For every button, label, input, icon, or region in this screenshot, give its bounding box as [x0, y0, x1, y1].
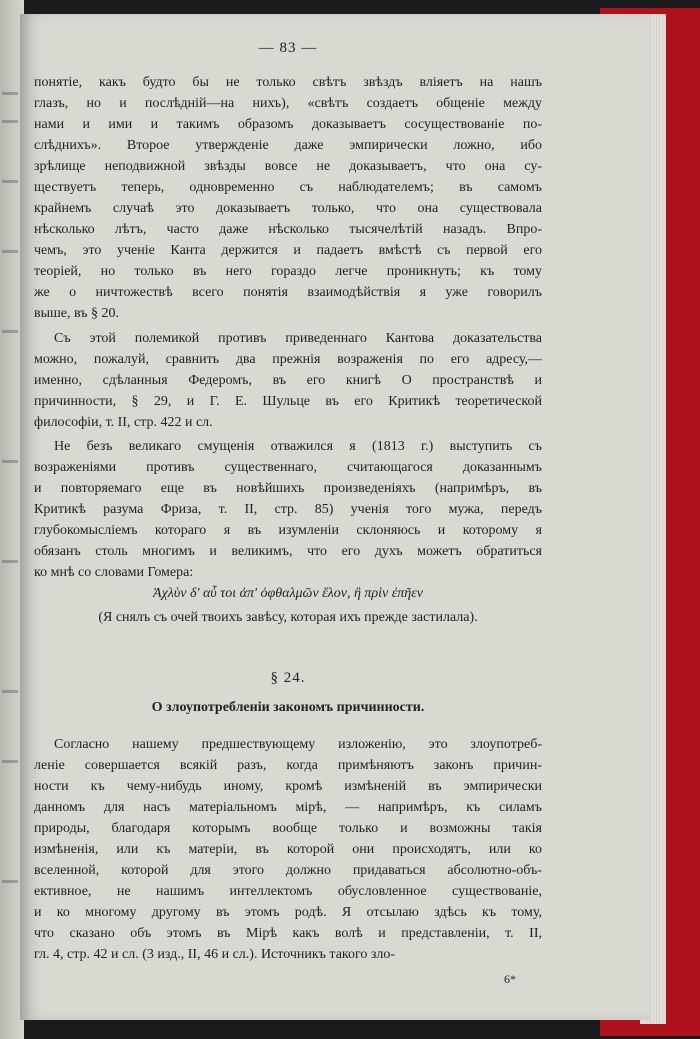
text-line: обязанъ столь многимъ и великимъ, что его духъ можетъ обратиться — [34, 544, 542, 559]
text-line: выше, въ § 20. — [34, 306, 120, 321]
text-line: крайнемъ случаѣ это доказываетъ только, что она существовала — [34, 201, 542, 216]
text-line: ности къ чему-нибудь иному, кромѣ измѣненій въ эмпирически — [34, 779, 542, 794]
signature-mark: 6* — [504, 972, 516, 986]
quote-translation: (Я снялъ съ очей твоихъ завѣсу, которая ихъ прежде застилала). — [98, 610, 478, 625]
text-line: Согласно нашему предшествующему изложенію, это злоупотреб- — [54, 737, 542, 752]
text-line: глазъ, но и послѣдній—на нихъ), «свѣтъ создаетъ общеніе между — [34, 96, 542, 111]
text-line: вселенной, которой для этого должно придаваться абсолютно-объ- — [34, 863, 542, 878]
text-line: данномъ для насъ матеріальномъ мірѣ, — напримѣръ, къ силамъ — [34, 800, 542, 815]
text-line: теоріей, но только въ него гораздо легче проникнуть; къ тому — [34, 264, 542, 279]
paragraph-3 — [34, 436, 542, 583]
text-line: ективное, не нашимъ интеллектомъ обусловленное существованіе, — [34, 884, 542, 899]
text-line: ществуетъ теперь, одновременно съ наблюдателемъ; въ самомъ — [34, 180, 542, 195]
text-line: и повторяемаго еще въ новѣйшихъ произведеніяхъ (напримѣръ, въ — [34, 481, 542, 496]
section-title: О злоупотребленіи закономъ причинности. — [151, 700, 425, 715]
text-line: измѣненія, или къ матеріи, въ которой они происходятъ, или ко — [34, 842, 542, 857]
text-line: Критикѣ разума Фриза, т. II, стр. 85) ученія того мужа, передъ — [34, 502, 542, 517]
text-line: природы, благодаря которымъ вообще только и возможны такія — [34, 821, 542, 836]
text-line: леніе совершается всякій разъ, когда примѣняютъ законъ причин- — [34, 758, 542, 773]
text-line: нами и ими и такимъ образомъ доказываетъ сосуществованіе по- — [34, 117, 542, 132]
text-line: нѣсколько лѣтъ, часто даже нѣсколько тысячелѣтій назадъ. Впро- — [34, 222, 542, 237]
text-line: Не безъ великаго смущенія отважился я (1813 г.) выступить съ — [54, 439, 542, 454]
text-line: слѣднихъ». Второе утвержденіе даже эмпирически ложно, ибо — [34, 138, 542, 153]
text-line: ко мнѣ со словами Гомера: — [34, 565, 194, 580]
text-line: зрѣлище неподвижной звѣзды вовсе не доказываетъ, что она су- — [34, 159, 542, 174]
book-page — [20, 14, 650, 1020]
text-line: что сказано объ этомъ въ Мірѣ какъ волѣ и представленіи, т. II, — [34, 926, 542, 941]
text-line: же о ничтожествѣ всего понятія взаимодѣйствія я уже говорилъ — [34, 285, 542, 300]
text-line: и ко многому другому въ этомъ родѣ. Я отсылаю здѣсь къ тому, — [34, 905, 542, 920]
text-line: возраженіями противъ существеннаго, считающагося доказаннымъ — [34, 460, 542, 475]
page-number: — 83 — — [258, 40, 318, 56]
text-line: чемъ, это ученіе Канта держится и падаетъ вмѣстѣ съ первой его — [34, 243, 542, 258]
text-line: философіи, т. II, стр. 422 и сл. — [34, 415, 213, 430]
paragraph-4 — [34, 734, 542, 965]
text-line: Съ этой полемикой противъ приведеннаго Кантова доказательства — [54, 331, 542, 346]
text-line: глубокомысліемъ котораго я въ изумленіи склоняюсь и которому я — [34, 523, 542, 538]
text-line: причинности, § 29, и Г. Е. Шульце въ его Критикѣ теоретической — [34, 394, 542, 409]
paragraph-1 — [34, 72, 542, 324]
greek-quote: Ἀχλὺν δ' αὖ τοι ἀπ' ὀφθαλμῶν ἕλον, ἣ πρὶν ἐπῆεν — [153, 586, 423, 601]
text-line: гл. 4, стр. 42 и сл. (3 изд., II, 46 и сл.). Источникъ такого зло- — [34, 947, 396, 962]
text-line: понятіе, какъ будто бы не только свѣтъ звѣздъ вліяетъ на нашъ — [34, 75, 542, 90]
paragraph-2 — [34, 328, 542, 433]
section-number: § 24. — [270, 670, 306, 686]
text-line: именно, сдѣланныя Федеромъ, въ его книгѣ О пространствѣ и — [34, 373, 542, 388]
text-line: можно, пожалуй, сравнить два прежнія возраженія по его адресу,— — [34, 352, 542, 367]
